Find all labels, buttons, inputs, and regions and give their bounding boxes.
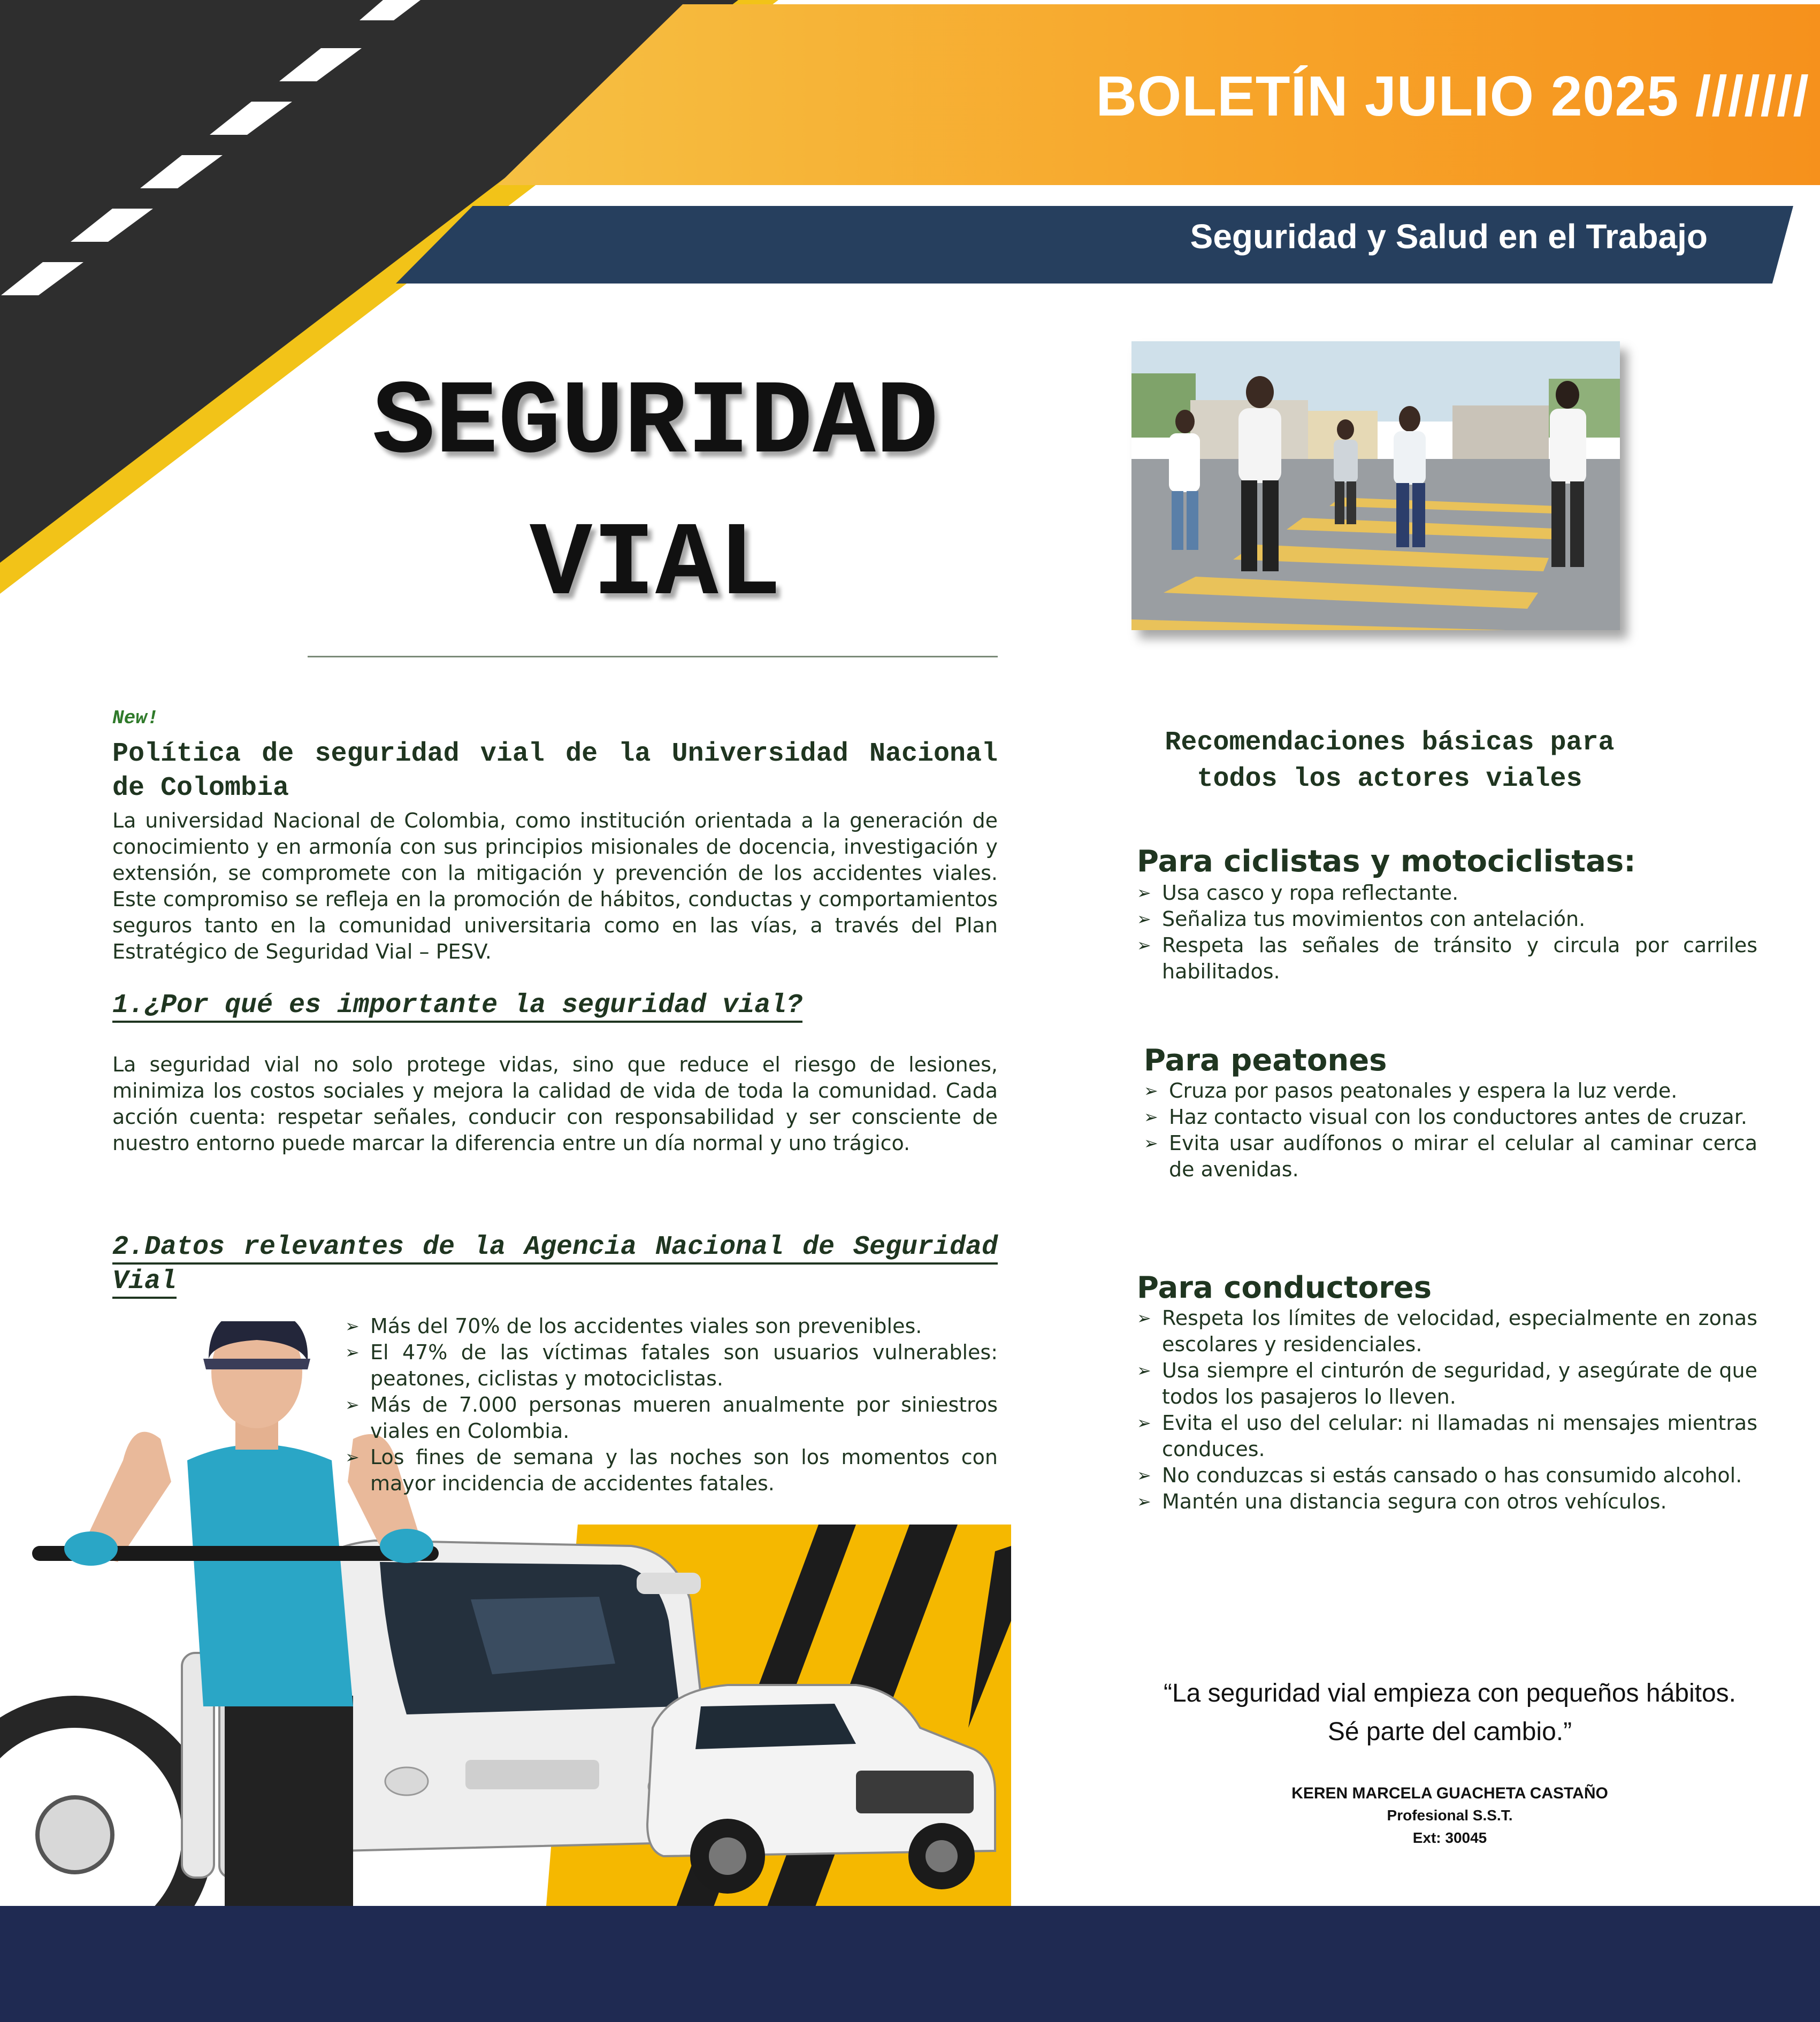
drivers-item: ➢ Respeta los límites de velocidad, especialmente en zonas escolares y residenciales. (1137, 1305, 1757, 1358)
policy-title: Política de seguridad vial de la Universidad Nacional de Colombia (112, 739, 998, 803)
section-1-title (112, 989, 998, 1023)
main-title (251, 353, 1059, 637)
bulletin-title: BOLETÍN JULIO 2025 /////// (1096, 65, 1809, 128)
pedestrians-item: ➢ Cruza por pasos peatonales y espera la luz verde. (1144, 1078, 1757, 1104)
policy-body: La universidad Nacional de Colombia, como institución orientada a la generación de conocimiento y en armonía con sus principios misionales de docencia, investigación y extensión, se compromete con la mitigación y prevención de los accidentes viales. Este compromiso se refleja en la promoción de hábitos, conductas y comportamientos seguros tanto en la comunidad universitaria como en las vías, a través del Plan Estratégico de Seguridad Vial – PESV. (112, 809, 998, 963)
signature-extension: Ext: 30045 (1412, 1829, 1487, 1846)
title-divider (308, 656, 998, 657)
closing-quote (1145, 1674, 1755, 1751)
pedestrians-item: ➢ Haz contacto visual con los conductores antes de cruzar. (1144, 1104, 1757, 1130)
stat-item: ➢ El 47% de las víctimas fatales son usuarios vulnerables: peatones, ciclistas y motociclistas. (345, 1339, 998, 1392)
signature-role: Profesional S.S.T. (1387, 1807, 1513, 1824)
quote-line2: Sé parte del cambio.” (1327, 1718, 1572, 1746)
drivers-heading: Para conductores (1137, 1270, 1432, 1305)
stats-list (345, 1313, 998, 1497)
pedestrians-list (1144, 1078, 1757, 1183)
recommendations-title: Recomendaciones básicas para todos los actores viales (1165, 727, 1615, 794)
footer-band (0, 1906, 1820, 2022)
drivers-item: ➢ No conduzcas si estás cansado o has consumido alcohol. (1137, 1462, 1757, 1489)
cyclists-list (1137, 880, 1757, 985)
department-title: Seguridad y Salud en el Trabajo (1190, 217, 1708, 256)
drivers-item: ➢ Mantén una distancia segura con otros vehículos. (1137, 1489, 1757, 1515)
drivers-item: ➢ Evita el uso del celular: ni llamadas ni mensajes mientras conduces. (1137, 1410, 1757, 1462)
quote-line1: “La seguridad vial empieza con pequeños hábitos. (1163, 1679, 1737, 1707)
crosswalk-photo (1131, 341, 1620, 630)
stat-item: ➢ Más de 7.000 personas mueren anualmente por siniestros viales en Colombia. (345, 1392, 998, 1444)
stat-item: ➢ Más del 70% de los accidentes viales son prevenibles. (345, 1313, 998, 1339)
drivers-list (1137, 1305, 1757, 1515)
pedestrians-item: ➢ Evita usar audífonos o mirar el celular al caminar cerca de avenidas. (1144, 1130, 1757, 1183)
section-2-title (112, 1230, 998, 1299)
pedestrians-heading: Para peatones (1144, 1043, 1387, 1078)
cyclists-item: ➢ Usa casco y ropa reflectante. (1137, 880, 1757, 906)
cyclists-heading: Para ciclistas y motociclistas: (1137, 844, 1636, 879)
section-1-body: La seguridad vial no solo protege vidas, sino que reduce el riesgo de lesiones, minimiza los costos sociales y mejora la calidad de vida de toda la comunidad. Cada acción cuenta: respetar señales, conducir con responsabilidad y ser consciente de nuestro entorno puede marcar la diferencia entre un día normal y uno trágico. (112, 1053, 998, 1155)
section-2-title-text: 2.Datos relevantes de la Agencia Nacional de Seguridad Vial (112, 1232, 998, 1299)
main-title-line2: VIAL (529, 506, 782, 625)
stat-item: ➢ Los fines de semana y las noches son los momentos con mayor incidencia de accidentes fatales. (345, 1444, 998, 1497)
cyclists-item: ➢ Respeta las señales de tránsito y circula por carriles habilitados. (1137, 932, 1757, 985)
main-title-line1: SEGURIDAD (372, 364, 939, 483)
signature-name: KEREN MARCELA GUACHETA CASTAÑO (1291, 1784, 1608, 1802)
cyclists-item: ➢ Señaliza tus movimientos con antelación. (1137, 906, 1757, 932)
drivers-item: ➢ Usa siempre el cinturón de seguridad, y asegúrate de que todos los pasajeros lo lleven. (1137, 1358, 1757, 1410)
new-tag: New! (112, 707, 159, 729)
section-1-title-text: 1.¿Por qué es importante la seguridad vial? (112, 990, 802, 1023)
